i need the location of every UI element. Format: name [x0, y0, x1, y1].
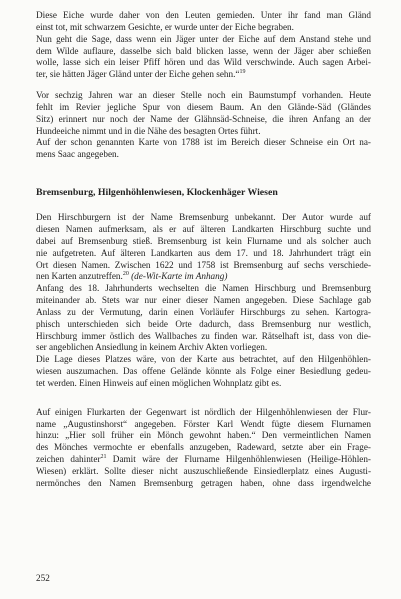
text-line: Den Hirschburgern ist der Name Bremsenburg unbekannt. Der Autor wurde auf [36, 212, 371, 223]
text-fragment: Damit wäre der Flurname Hilgenhöhlenwiesen (Heilige-Höhlen- [106, 454, 371, 465]
text-line: Die Lage dieses Platzes wäre, von der Karte aus betrachtet, auf den Hilgenhöhlen- [36, 354, 371, 365]
text-line: Vor sechzig Jahren war an dieser Stelle noch ein Baumstumpf vorhanden. Heute [36, 90, 371, 101]
text-line: fehlt im Revier jegliche Spur von diesem Baum. An den Glände-Säd (Gländes [36, 101, 371, 112]
text-line: Diese Eiche wurde daher von den Leuten gemieden. Unter ihr fand man Gländ [36, 10, 371, 20]
text-line: phisch unterschieden sich beide Orte dadurch, dass Bremsenburg nur westlich, [36, 318, 371, 329]
text-line: nermönches den Namen Bremsenburg getragen haben, ohne dass irgendwelche [36, 477, 371, 488]
text-line: diesen Namen aufmerksam, als er auf älteren Landkarten Hirschburg suchte und [36, 223, 371, 234]
text-fragment: ter, sie hätten Jäger Gländ unter der Eiche gehen sehn.“ [36, 69, 240, 80]
text-line: nie aufgetreten. Auf älteren Landkarten aus dem 17. und 18. Jahrhundert trägt ein [36, 247, 371, 258]
text-line: tet werden. Einen Hinweis auf einen möglichen Wohnplatz gibt es. [36, 377, 282, 388]
text-line: wolle, lasse sich ein leiser Pfiff hören und das Wild verschwinde. Auch sagen Arbei- [36, 57, 371, 68]
text-line: Anfang des 18. Jahrhunderts wechselten die Namen Hirschburg und Bremsenburg [36, 283, 371, 294]
paragraph-name-alternation [36, 283, 371, 390]
text-line [36, 271, 371, 283]
paragraph-bremsenburg-name [36, 212, 371, 283]
text-line: Auf einigen Flurkarten der Gegenwart ist nördlich der Hilgenhöhlenwiesen der Flur- [36, 406, 371, 417]
text-line: dem Wilde auflaure, dasselbe sich bald blicken lasse, wenn der Jäger aber schießen [36, 45, 371, 56]
text-line: name „Augustinshorst“ angegeben. Förster Karl Wendt fügte diesem Flurnamen [36, 418, 371, 429]
text-line: Hundeeiche nimmt und in die Nähe des besagten Ortes führt. [36, 125, 261, 136]
text-line: Anlass zu der Vermutung, darin einen Vorläufer Hirschburgs zu sehen. Kartogra- [36, 306, 371, 317]
footnote-marker[interactable]: 19 [239, 69, 246, 76]
text-line: Nun geht die Sage, dass wenn ein Jäger unter der Eiche auf dem Anstand stehe und [36, 33, 371, 44]
paragraph-legend-quote [36, 10, 371, 81]
text-line: hinzu: „Hier soll früher ein Mönch gewohnt haben.“ Den vermeintlichen Namen [36, 430, 371, 441]
paragraph-tree-stump [36, 90, 371, 161]
text-line: Hirschburg immer östlich des Wallbaches zu finden war. Rätselhaft ist, dass von die- [36, 330, 371, 341]
text-fragment: zeichen dahinter [36, 454, 101, 465]
map-reference: (de-Wit-Karte im Anhang) [131, 271, 228, 282]
paragraph-augustinshorst [36, 407, 371, 490]
text-line: ser angeblichen Ansiedlung in keinem Archiv Akten vorliegen. [36, 342, 268, 353]
text-line [36, 454, 371, 466]
body-text [36, 10, 371, 490]
text-line: des Mönches vermochte er ebenfalls anzugeben, Radeward, setzte aber ein Frage- [36, 442, 371, 453]
text-line: dabei auf Bremsenburg stieß. Bremsenburg ist kein Flurname und als solcher auch [36, 235, 371, 246]
section-heading: Bremsenburg, Hilgenhöhlenwiesen, Klockenhäger Wiesen [36, 187, 278, 199]
page-number: 252 [36, 573, 50, 583]
footnote-marker[interactable]: 20 [122, 271, 129, 278]
text-line: wiesen auszumachen. Das offene Gelände könnte als Folge einer Besiedlung gedeu- [36, 366, 371, 377]
text-line: einst tot, mit schwarzem Gesichte, er wurde unter der Eiche begraben. [36, 21, 294, 32]
footnote-marker[interactable]: 21 [100, 454, 107, 461]
text-fragment: nen Karten anzutreffen. [36, 271, 123, 282]
text-line: mens Saac angegeben. [36, 149, 119, 160]
text-line: Wiesen) erklärt. Sollte dieser nicht auszuschließende Einsiedlerplatz eines Augusti- [36, 466, 371, 476]
text-line [36, 69, 371, 81]
text-line: miteinander ab. Stets war nur einer dieser Namen angegeben. Diese Sachlage gab [36, 295, 371, 306]
text-line: Ort diesen Namen. Zwischen 1622 und 1758 ist Bremsenburg auf sechs verschiede- [36, 259, 371, 270]
text-line: Auf der schon genannten Karte von 1788 ist im Bereich dieser Schneise ein Ort na- [36, 137, 371, 148]
text-line: Sitz) erinnert nur noch der Name der Glähnsäd-Schneise, die ihren Anfang an der [36, 113, 371, 124]
